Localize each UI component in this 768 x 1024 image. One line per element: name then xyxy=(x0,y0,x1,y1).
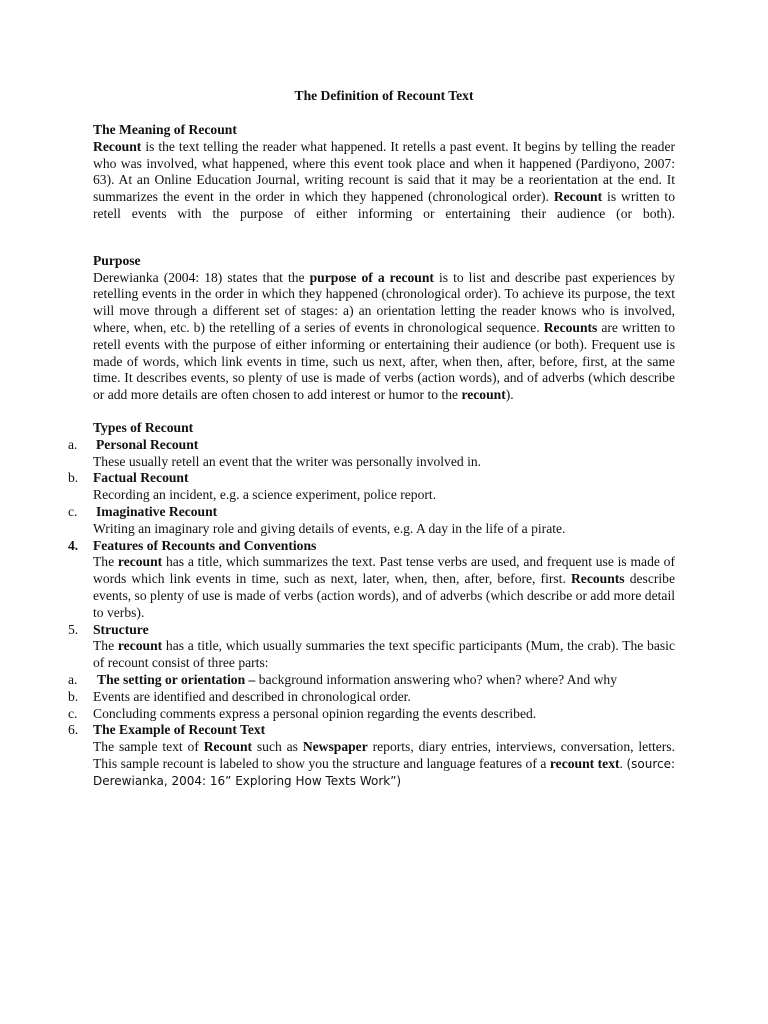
list-marker: b. xyxy=(68,470,79,486)
purpose-text-3: are written to retell events with the purpose of either informing or entertaining their audience (or both). Frequent use is made of words, which link events in time, such us next, after, when then, after, before, first, at the same time. It describes events, so plenty of use is made of verbs (action words), and of adverbs (which describe or add more details are often chosen to add interest or humor to the xyxy=(93,319,675,403)
features-text-3: describe events, so plenty of use is made of verbs (action words), and of adverbs (which describe or add more detail to verbs). xyxy=(93,571,675,620)
type-description: These usually retell an event that the writer was personally involved in. xyxy=(93,453,482,469)
list-marker: 4. xyxy=(68,537,79,553)
features-bold-1: recount xyxy=(117,554,163,570)
meaning-heading: The Meaning of Recount xyxy=(93,122,237,137)
type-factual-recount xyxy=(68,470,675,504)
purpose-bold-2: Recounts xyxy=(543,319,598,335)
example-text-1: The sample text of xyxy=(93,739,204,755)
meaning-bold-2: Recount xyxy=(553,189,603,205)
spacer xyxy=(93,223,675,253)
purpose-heading: Purpose xyxy=(93,252,141,268)
purpose-bold-1: purpose of a recount xyxy=(309,269,434,285)
structure-text-2: has a title, which usually summaries the text specific participants (Mum, the crab). The basic of recount consist of three parts: xyxy=(93,638,675,671)
structure-paragraph xyxy=(93,638,675,672)
features-heading: Features of Recounts and Conventions xyxy=(93,537,317,553)
type-description: Writing an imaginary role and giving details of events, e.g. A day in the life of a pirate. xyxy=(93,520,566,536)
example-section xyxy=(68,722,676,789)
list-marker: c. xyxy=(68,503,78,519)
structure-section xyxy=(68,621,675,672)
example-text-2: such as xyxy=(252,739,303,755)
list-marker: c. xyxy=(68,705,78,721)
purpose-text-1: Derewianka (2004: 18) states that the xyxy=(93,269,310,285)
features-text-1: The xyxy=(93,554,118,570)
example-text-3: reports, diary entries, interviews, conversation, letters. This sample recount is labeled to show you the structure and language features of a xyxy=(93,739,675,771)
example-heading: The Example of Recount Text xyxy=(93,722,266,738)
example-text-4: . xyxy=(619,755,627,771)
purpose-bold-3: recount xyxy=(461,387,506,403)
types-heading: Types of Recount xyxy=(93,419,194,435)
type-personal-recount xyxy=(68,436,675,471)
meaning-paragraph xyxy=(93,139,675,223)
example-source-note: (source: Derewianka, 2004: 16” Exploring How Texts Work”) xyxy=(93,756,676,788)
list-marker: 6. xyxy=(68,722,79,738)
meaning-bold-1: Recount xyxy=(93,138,142,154)
type-description: Recording an incident, e.g. a science experiment, police report. xyxy=(93,487,437,503)
structure-text-1: The xyxy=(93,638,118,654)
meaning-text-2: is written to retell events with the purpose of either informing or entertaining their audience (or both). xyxy=(93,189,676,221)
purpose-text-2: is to list and describe past experiences by retelling events in the order in which they happened (chronological order). To achieve its purpose, the text will move through a different set of stages: a) an orientation letting the reader knows who is involved, where, when, etc. b) the retelling of a series of events in chronological sequence. xyxy=(93,269,675,335)
structure-item-rest: background information answering who? when? where? And why xyxy=(255,671,617,687)
type-title: Personal Recount xyxy=(96,436,199,452)
features-bold-2: Recounts xyxy=(570,571,625,587)
features-paragraph xyxy=(93,554,675,621)
features-section xyxy=(68,537,675,622)
type-title: Imaginative Recount xyxy=(96,503,218,519)
type-imaginative-recount xyxy=(68,503,675,538)
type-title: Factual Recount xyxy=(93,470,189,486)
structure-item-text: Concluding comments express a personal opinion regarding the events described. xyxy=(93,705,537,721)
structure-item-text: Events are identified and described in chronological order. xyxy=(93,688,411,704)
purpose-text-4: ). xyxy=(505,387,514,403)
structure-item-concluding xyxy=(68,705,675,723)
list-marker: 5. xyxy=(68,621,79,637)
structure-item-text xyxy=(93,672,675,689)
example-bold-1: Recount xyxy=(203,739,253,755)
structure-heading: Structure xyxy=(93,621,149,637)
spacer xyxy=(93,404,675,420)
structure-item-bold: The setting or orientation – xyxy=(97,671,256,687)
document-body xyxy=(68,122,676,789)
structure-item-orientation xyxy=(68,671,675,689)
structure-item-events xyxy=(68,688,675,706)
structure-bold-1: recount xyxy=(117,638,163,654)
example-paragraph xyxy=(93,739,675,789)
example-bold-2: Newspaper xyxy=(302,739,368,755)
list-marker: a. xyxy=(68,436,78,452)
list-marker: b. xyxy=(68,688,79,704)
purpose-paragraph xyxy=(93,270,675,404)
features-text-2: has a title, which summarizes the text. Past tense verbs are used, and frequent use is made of words which link events in time, such as next, later, when, then, after, before, first. xyxy=(93,554,675,587)
example-bold-3: recount text xyxy=(549,755,620,771)
meaning-text-1: is the text telling the reader what happened. It retells a past event. It begins by telling the reader who was involved, what happened, where this event took place and when it happened (Pardiyono, 2007: 63). At an Online Education Journal, writing recount is said that it may be a reorientation at the end. It summarizes the event in the order in which they happened (chronological order). xyxy=(93,138,675,205)
list-marker: a. xyxy=(68,671,78,687)
document-title: The Definition of Recount Text xyxy=(294,88,474,103)
